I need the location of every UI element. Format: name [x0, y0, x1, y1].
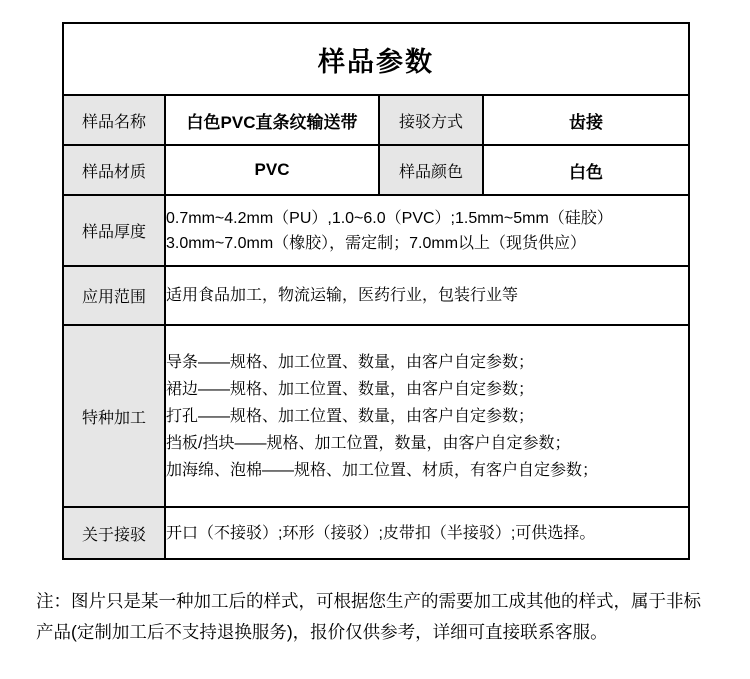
sample-name-label: 样品名称: [63, 95, 165, 145]
thickness-line: 3.0mm~7.0mm（橡胶），需定制；7.0mm以上（现货供应）: [166, 234, 587, 252]
footnote: [36, 586, 726, 648]
table-row-name: [63, 95, 689, 145]
joint-method-label: 接驳方式: [379, 95, 483, 145]
about-joint-label: 关于接驳: [63, 507, 165, 559]
sample-color-value: 白色: [483, 145, 689, 195]
sample-material-value: PVC: [165, 145, 379, 195]
spec-table: [62, 22, 690, 560]
footnote-line: 产品(定制加工后不支持退换服务)，报价仅供参考，详细可直接联系客服。: [36, 622, 608, 642]
thickness-line: 0.7mm~4.2mm（PU）,1.0~6.0（PVC）;1.5mm~5mm（硅胶）: [166, 209, 613, 227]
footnote-line: 注：图片只是某一种加工后的样式，可根据您生产的需要加工成其他的样式，属于非标: [36, 591, 701, 611]
table-row-application: [63, 266, 689, 325]
application-value: 适用食品加工，物流运输，医药行业，包装行业等: [165, 266, 689, 325]
special-processing-line: 挡板/挡块——规格、加工位置，数量，由客户自定参数；: [166, 434, 571, 452]
thickness-value: [165, 195, 689, 266]
page-title: 样品参数: [63, 23, 689, 95]
about-joint-value: 开口（不接驳）;环形（接驳）;皮带扣（半接驳）;可供选择。: [165, 507, 689, 559]
table-row-joint: [63, 507, 689, 559]
special-processing-line: 裙边——规格、加工位置、数量，由客户自定参数；: [166, 380, 535, 398]
special-processing-line: 加海绵、泡棉——规格、加工位置、材质，有客户自定参数；: [166, 461, 599, 479]
special-processing-value: [165, 325, 689, 507]
table-title-row: [63, 23, 689, 95]
special-processing-line: 导条——规格、加工位置、数量，由客户自定参数；: [166, 353, 535, 371]
special-processing-line: 打孔——规格、加工位置、数量，由客户自定参数；: [166, 407, 535, 425]
table-row-thickness: [63, 195, 689, 266]
sample-name-value: 白色PVC直条纹输送带: [165, 95, 379, 145]
special-processing-label: 特种加工: [63, 325, 165, 507]
sample-material-label: 样品材质: [63, 145, 165, 195]
table-row-special: [63, 325, 689, 507]
thickness-label: 样品厚度: [63, 195, 165, 266]
joint-method-value: 齿接: [483, 95, 689, 145]
application-label: 应用范围: [63, 266, 165, 325]
table-row-material: [63, 145, 689, 195]
sample-color-label: 样品颜色: [379, 145, 483, 195]
